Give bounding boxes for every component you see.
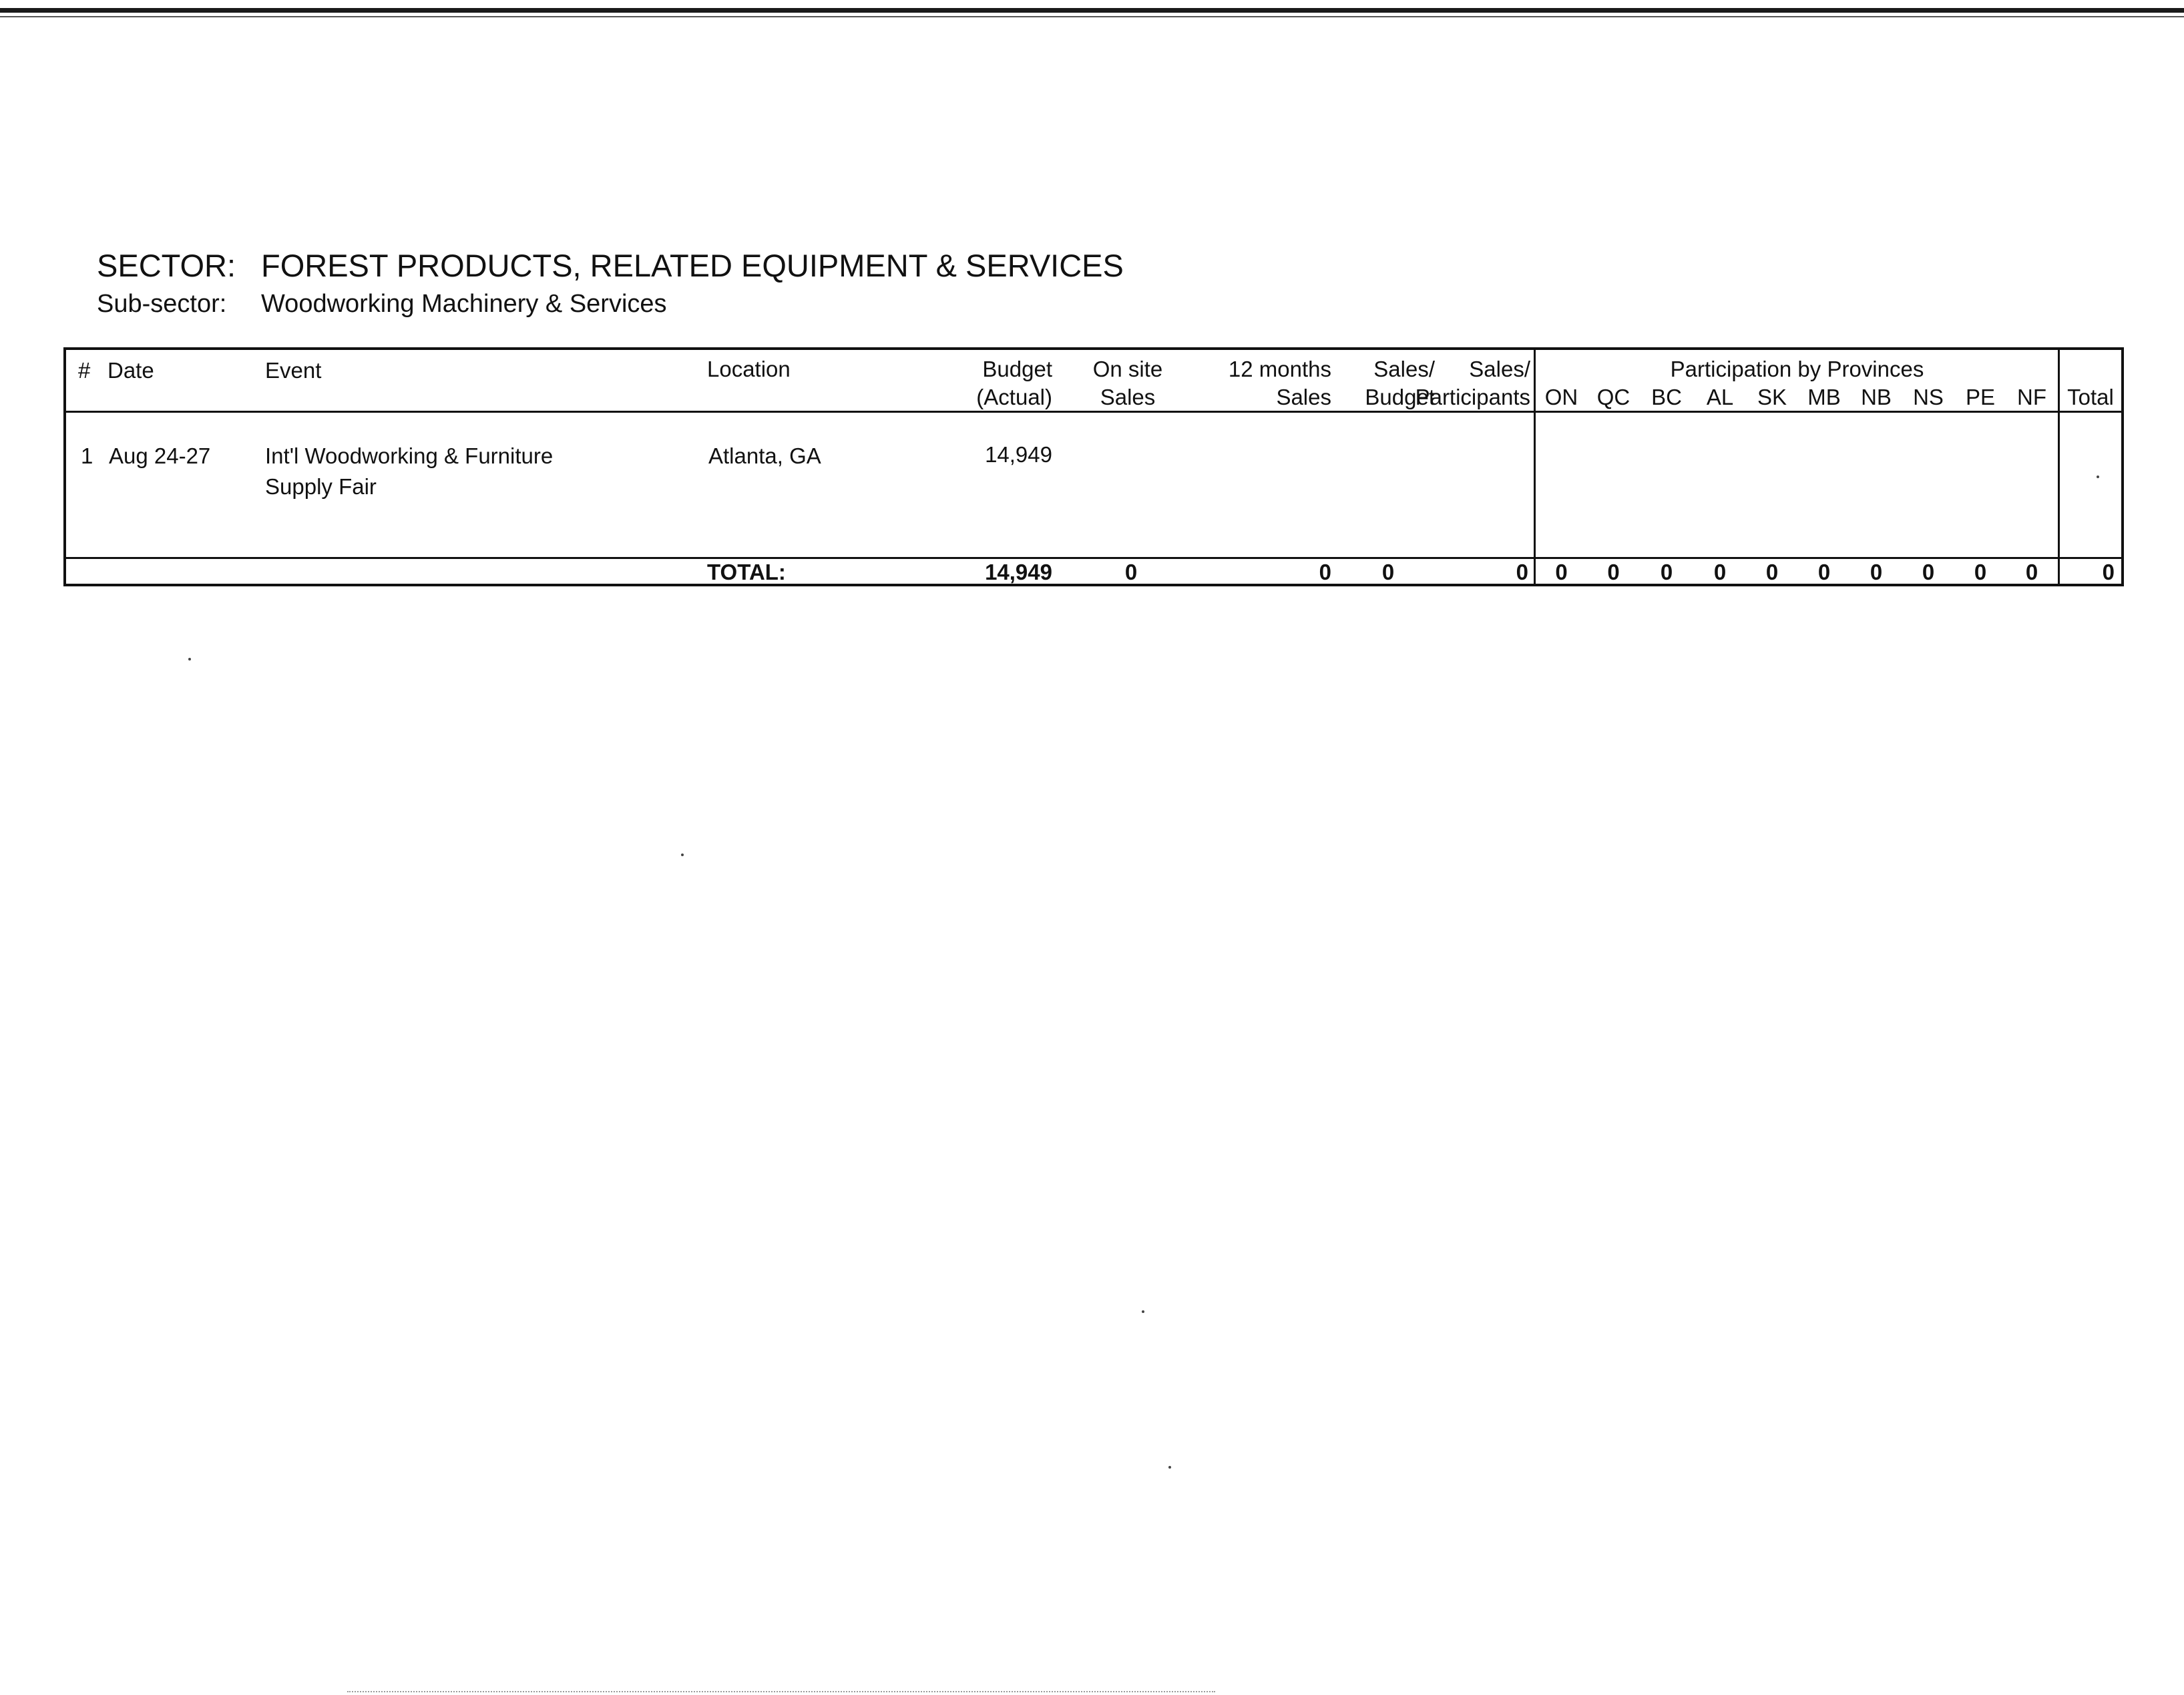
header-budget-actual: (Actual) [976,385,1052,409]
header-date: Date [107,358,154,383]
header-province-al: AL [1706,385,1734,409]
header-province-qc: QC [1596,385,1630,409]
header-province-nb: NB [1861,385,1892,409]
row-event-line1: Int'l Woodworking & Furniture [265,443,554,468]
top-border-rule [0,8,2184,13]
subsector-label: Sub-sector: [97,290,227,318]
header-12months-sales: Sales [1276,385,1331,409]
subsector-heading [97,290,667,319]
scan-speck [2097,476,2099,478]
header-location: Location [707,357,791,381]
header-budget: Budget [982,357,1052,381]
total-province-sk: 0 [1765,560,1779,584]
provinces-left-border [1534,350,1536,584]
header-province-nf: NF [2017,385,2046,409]
scan-speck [1168,1466,1171,1469]
total-province-on: 0 [1555,560,1568,584]
header-onsite-sales: Sales [1100,385,1156,409]
total-budget: 14,949 [985,560,1052,584]
row-date: Aug 24-27 [109,443,211,468]
total-grand: 0 [2102,560,2115,584]
total-province-al: 0 [1713,560,1727,584]
row-budget: 14,949 [985,442,1052,467]
header-sales-participants-2: Participants [1415,385,1530,409]
total-province-nf: 0 [2025,560,2038,584]
scan-speck [188,658,191,661]
total-province-qc: 0 [1607,560,1620,584]
subsector-value: Woodworking Machinery & Services [261,290,667,318]
total-onsite-sales: 0 [1124,560,1138,584]
bottom-scan-noise [347,1691,1215,1694]
header-province-pe: PE [1965,385,1996,409]
header-onsite: On site [1092,357,1163,381]
row-num: 1 [81,443,93,468]
total-sales-participants: 0 [1516,560,1528,584]
total-sales-budget: 0 [1381,560,1395,584]
header-12months: 12 months [1228,357,1331,381]
header-sales-participants: Sales/ [1469,357,1530,381]
total-province-bc: 0 [1660,560,1673,584]
scan-speck [1142,1310,1144,1313]
sector-value: FOREST PRODUCTS, RELATED EQUIPMENT & SERVICES [261,248,1124,283]
events-table [63,347,2124,586]
header-sales-budget-2: Budget [1365,385,1435,409]
total-province-nb: 0 [1870,560,1883,584]
scan-speck [681,854,684,856]
header-province-mb: MB [1807,385,1841,409]
header-event: Event [265,358,322,383]
sector-label: SECTOR: [97,248,236,283]
header-province-sk: SK [1757,385,1787,409]
header-num: # [78,358,91,383]
header-province-ns: NS [1913,385,1944,409]
row-event-line2: Supply Fair [265,474,377,499]
header-province-on: ON [1544,385,1578,409]
total-12months-sales: 0 [1319,560,1331,584]
header-total: Total [2067,385,2114,409]
header-province-bc: BC [1651,385,1682,409]
row-location: Atlanta, GA [708,443,821,468]
total-province-pe: 0 [1974,560,1987,584]
sector-heading [97,247,1124,284]
top-border-rule-thin [0,16,2184,17]
total-province-ns: 0 [1922,560,1935,584]
total-province-mb: 0 [1817,560,1831,584]
header-provinces-group: Participation by Provinces [1670,357,1924,381]
header-sales-budget: Sales/ [1373,357,1435,381]
total-label: TOTAL: [707,560,786,584]
